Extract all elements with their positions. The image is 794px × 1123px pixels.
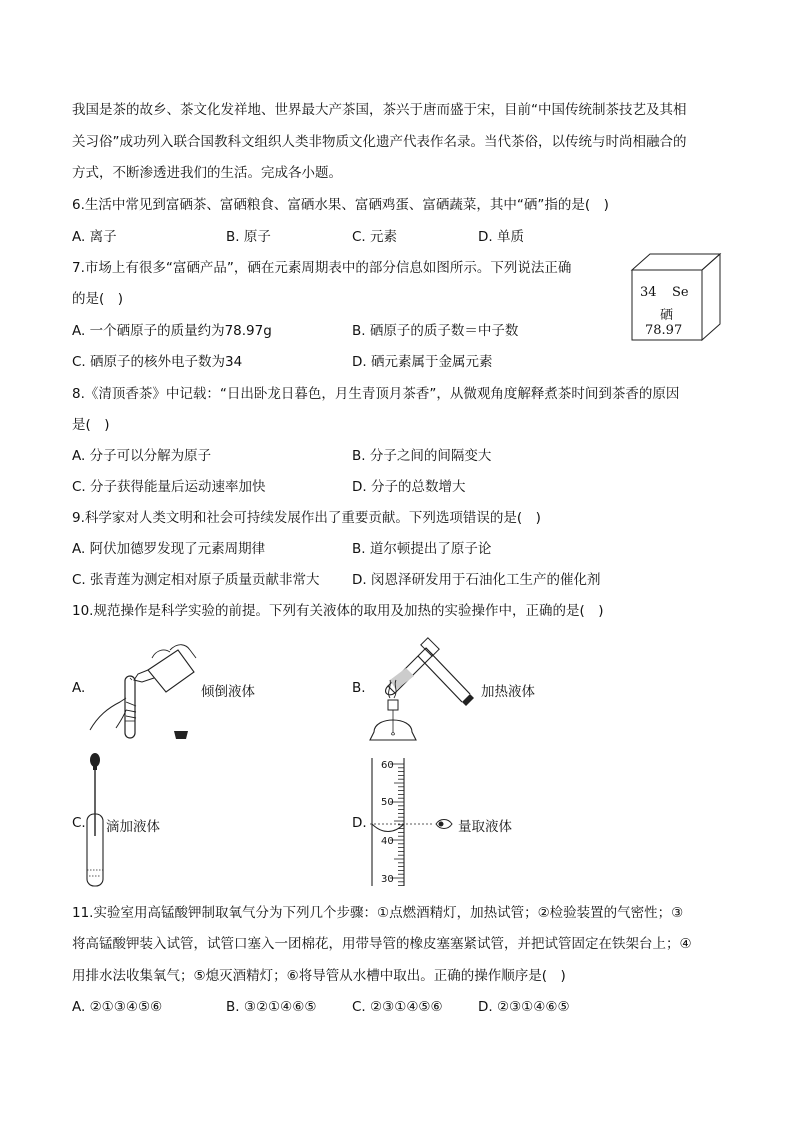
element-name: 硒 (660, 308, 674, 323)
cylinder-tick-30: 30 (381, 874, 394, 885)
q10-option-c-letter[interactable]: C. (72, 815, 86, 831)
q8-option-a[interactable]: A. 分子可以分解为原子 (72, 448, 212, 464)
q8-stem-line-2: 是( ) (72, 417, 110, 433)
element-symbol: Se (672, 285, 689, 300)
q8-option-b[interactable]: B. 分子之间的间隔变大 (352, 448, 492, 464)
q10-option-a-label[interactable]: 倾倒液体 (201, 684, 255, 700)
q8-stem-line-1: 8.《清顶香茶》中记载：“日出卧龙日暮色，月生青顶月茶香”，从微观角度解释煮茶时间到茶香的原因 (72, 386, 680, 402)
q6-stem: 6.生活中常见到富硒茶、富硒粮食、富硒水果、富硒鸡蛋、富硒蔬菜，其中“硒”指的是( ) (72, 197, 609, 213)
q9-option-d[interactable]: D. 闵恩泽研发用于石油化工生产的催化剂 (352, 572, 601, 588)
q10-option-b-letter[interactable]: B. (352, 680, 366, 696)
q6-option-d[interactable]: D. 单质 (478, 229, 524, 245)
q8-option-d[interactable]: D. 分子的总数增大 (352, 479, 466, 495)
q9-option-b[interactable]: B. 道尔顿提出了原子论 (352, 541, 492, 557)
q7-option-c[interactable]: C. 硒原子的核外电子数为34 (72, 354, 243, 370)
q10-option-d-letter[interactable]: D. (352, 815, 367, 831)
q11-option-c[interactable]: C. ②③①④⑤⑥ (352, 999, 443, 1015)
q11-option-a[interactable]: A. ②①③④⑤⑥ (72, 999, 163, 1015)
intro-line-1: 我国是茶的故乡、茶文化发祥地、世界最大产茶国，茶兴于唐而盛于宋，目前“中国传统制茶技艺及其相 (72, 102, 687, 118)
q7-option-a[interactable]: A. 一个硒原子的质量约为78.97g (72, 323, 272, 339)
q7-stem-line-1: 7.市场上有很多“富硒产品”，硒在元素周期表中的部分信息如图所示。下列说法正确 (72, 260, 572, 276)
q11-stem-line-3: 用排水法收集氧气；⑤熄灭酒精灯；⑥将导管从水槽中取出。正确的操作顺序是( ) (72, 968, 566, 984)
q7-option-b[interactable]: B. 硒原子的质子数＝中子数 (352, 323, 519, 339)
q7-option-d[interactable]: D. 硒元素属于金属元素 (352, 354, 493, 370)
pouring-liquid-figure (86, 636, 206, 748)
cylinder-tick-50: 50 (381, 797, 394, 808)
q9-option-c[interactable]: C. 张青莲为测定相对原子质量贡献非常大 (72, 572, 320, 588)
q7-stem-line-2: 的是( ) (72, 291, 124, 307)
intro-line-3: 方式，不断渗透进我们的生活。完成各小题。 (72, 165, 342, 181)
q10-option-b-label[interactable]: 加热液体 (481, 684, 535, 700)
q11-option-d[interactable]: D. ②③①④⑥⑤ (478, 999, 570, 1015)
q6-option-b[interactable]: B. 原子 (226, 229, 271, 245)
element-mass: 78.97 (645, 323, 683, 338)
q6-option-c[interactable]: C. 元素 (352, 229, 398, 245)
dropping-liquid-figure (84, 752, 108, 890)
selenium-element-card (630, 252, 722, 342)
q10-option-d-label[interactable]: 量取液体 (458, 819, 512, 835)
q8-option-c[interactable]: C. 分子获得能量后运动速率加快 (72, 479, 266, 495)
q9-stem: 9.科学家对人类文明和社会可持续发展作出了重要贡献。下列选项错误的是( ) (72, 510, 541, 526)
q9-option-a[interactable]: A. 阿伏加德罗发现了元素周期律 (72, 541, 266, 557)
q11-option-b[interactable]: B. ③②①④⑥⑤ (226, 999, 317, 1015)
cylinder-tick-40: 40 (381, 836, 394, 847)
cylinder-tick-60: 60 (381, 760, 394, 771)
q11-stem-line-2: 将高锰酸钾装入试管，试管口塞入一团棉花，用带导管的橡皮塞塞紧试管，并把试管固定在铁架台上；④ (72, 936, 692, 952)
q6-option-a[interactable]: A. 离子 (72, 229, 117, 245)
q11-stem-line-1: 11.实验室用高锰酸钾制取氧气分为下列几个步骤：①点燃酒精灯，加热试管；②检验装置的气密性；③ (72, 905, 684, 921)
intro-line-2: 关习俗”成功列入联合国教科文组织人类非物质文化遗产代表作名录。当代茶俗，以传统与时尚相融合的 (72, 134, 687, 150)
heating-liquid-figure (366, 628, 486, 752)
q10-option-a-letter[interactable]: A. (72, 680, 86, 696)
element-number: 34 (640, 285, 657, 300)
q10-stem: 10.规范操作是科学实验的前提。下列有关液体的取用及加热的实验操作中，正确的是( ) (72, 603, 604, 619)
graduated-cylinder-figure (366, 756, 456, 890)
q10-option-c-label[interactable]: 滴加液体 (106, 819, 160, 835)
